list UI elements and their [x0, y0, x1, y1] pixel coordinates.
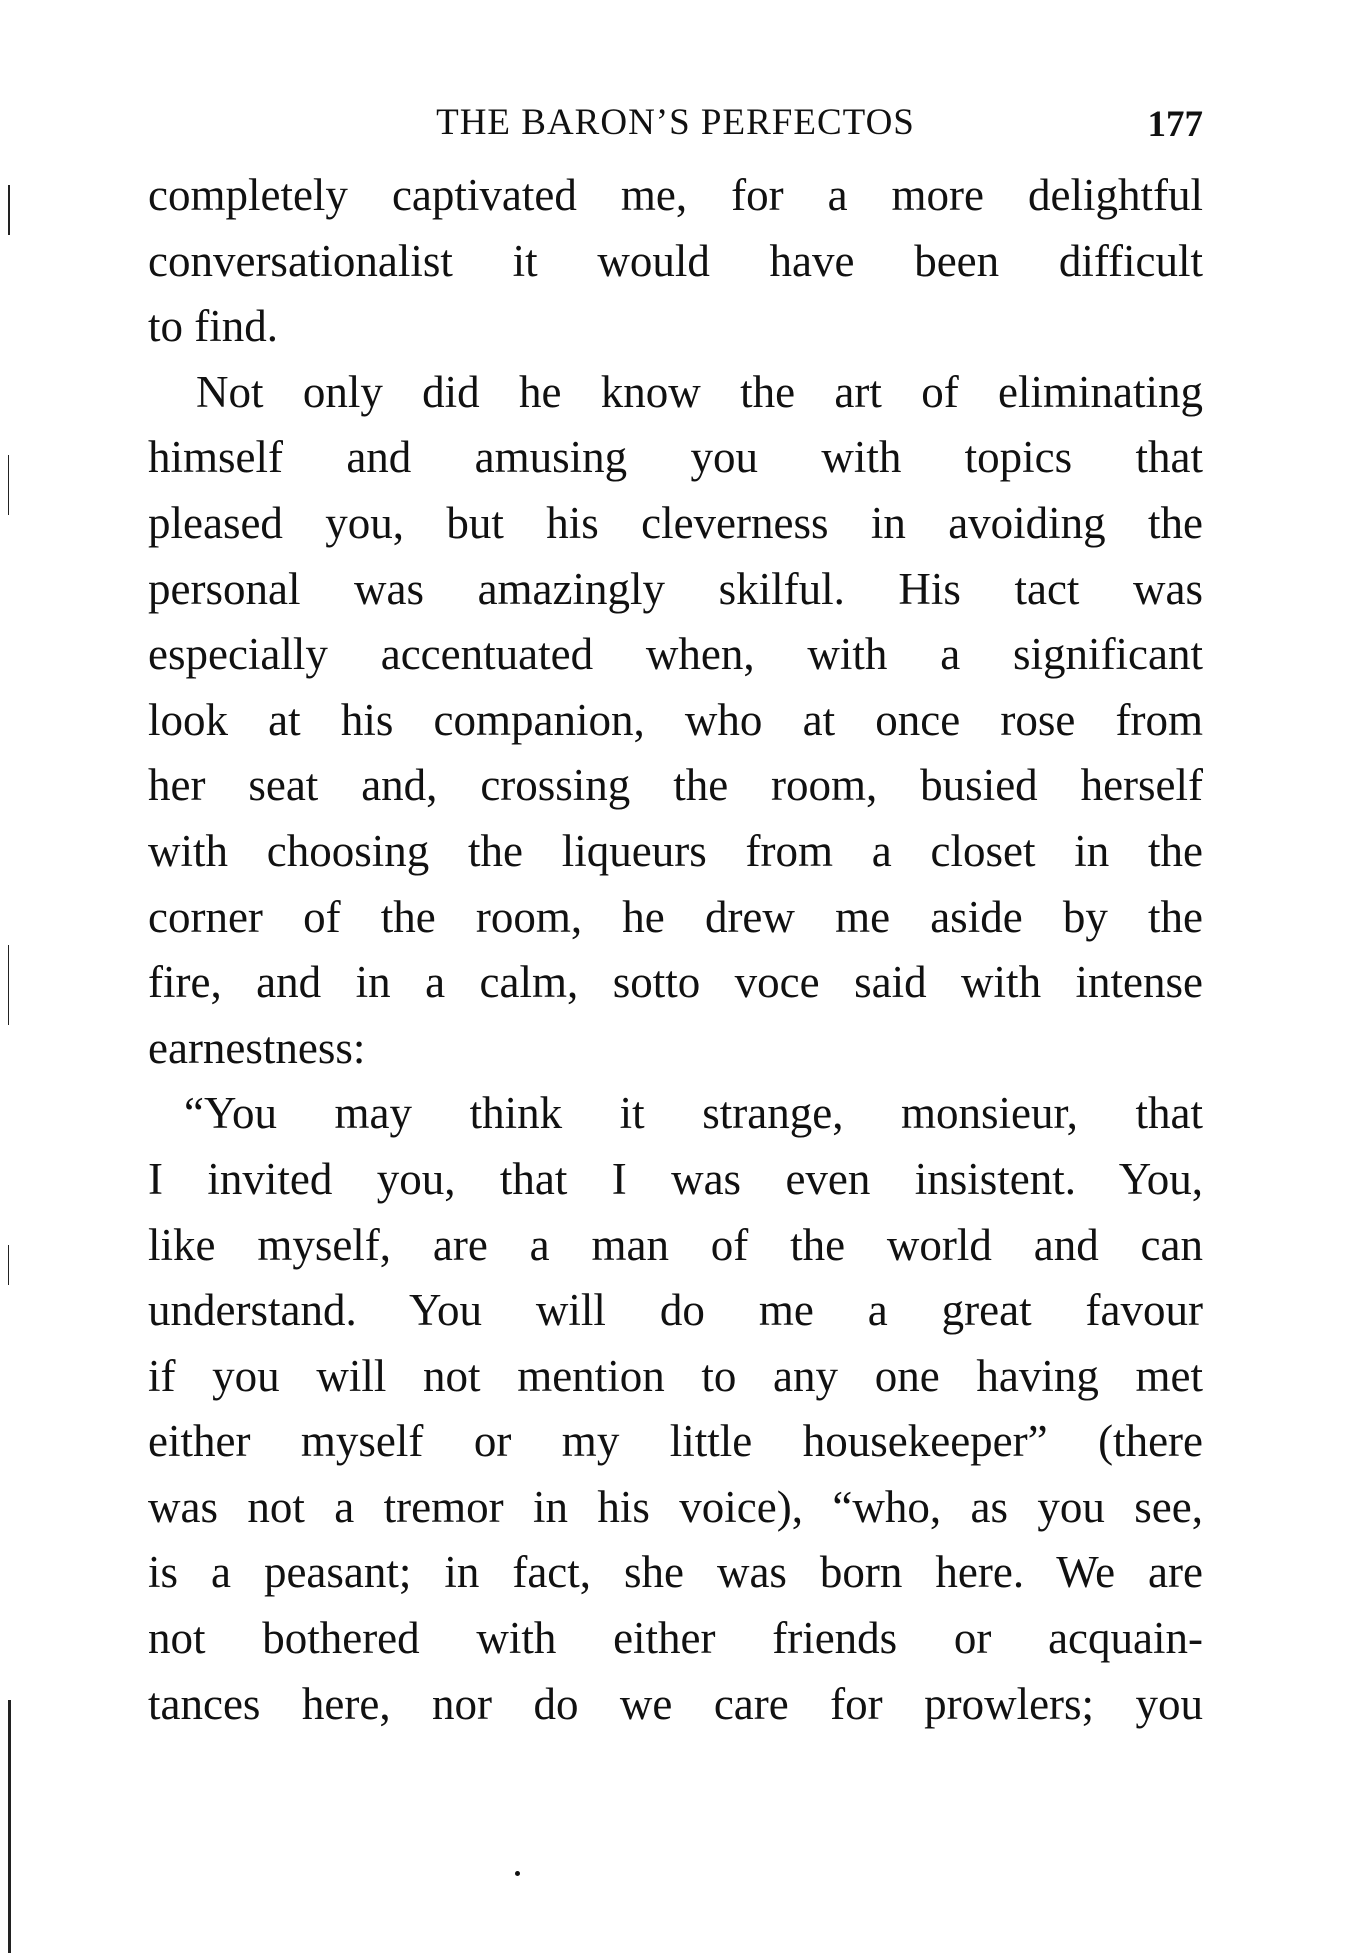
text-line: I invited you, that I was even insistent. You, [148, 1153, 1203, 1204]
text-line: to find. [148, 301, 278, 352]
text-line: himself and amusing you with topics that [148, 432, 1203, 483]
text-line: corner of the room, he drew me aside by the [148, 891, 1203, 942]
text-line: with choosing the liqueurs from a closet in the [148, 825, 1203, 876]
text-line: if you will not mention to any one having met [148, 1350, 1203, 1401]
binding-edge-mark [8, 185, 10, 235]
text-line: understand. You will do me a great favour [148, 1285, 1203, 1336]
text-line: her seat and, crossing the room, busied herself [148, 760, 1203, 811]
text-line: earnestness: [148, 1022, 366, 1073]
text-line: not bothered with either friends or acquain- [148, 1613, 1203, 1664]
page-number: 177 [1147, 104, 1203, 145]
text-line: tances here, nor do we care for prowlers; you [148, 1678, 1203, 1729]
running-head-title: THE BARON’S PERFECTOS [436, 102, 915, 143]
binding-edge-mark [8, 1245, 9, 1285]
text-line: is a peasant; in fact, she was born here. We are [148, 1547, 1203, 1598]
text-line: fire, and in a calm, sotto voce said with intense [148, 957, 1203, 1008]
binding-edge-mark [8, 1700, 11, 1953]
text-line: personal was amazingly skilful. His tact was [148, 563, 1203, 614]
paragraph-2 [148, 360, 1203, 1082]
text-line: was not a tremor in his voice), “who, as you see, [148, 1481, 1203, 1532]
body-text [148, 163, 1203, 1737]
text-line: look at his companion, who at once rose from [148, 694, 1203, 745]
text-line: pleased you, but his cleverness in avoiding the [148, 497, 1203, 548]
text-line: especially accentuated when, with a significant [148, 629, 1203, 680]
text-line: conversationalist it would have been difficult [148, 235, 1203, 286]
text-line: completely captivated me, for a more delightful [148, 170, 1203, 220]
paragraph-3 [148, 1081, 1203, 1737]
binding-edge-mark [8, 455, 9, 515]
running-head [148, 98, 1203, 148]
binding-edge-mark [8, 945, 9, 1025]
ink-speck [515, 1871, 520, 1876]
text-line: either myself or my little housekeeper” (there [148, 1416, 1203, 1467]
text-line: Not only did he know the art of eliminating [196, 366, 1203, 417]
paragraph-1 [148, 163, 1203, 360]
text-line: “You may think it strange, monsieur, that [184, 1088, 1203, 1139]
text-line: like myself, are a man of the world and can [148, 1219, 1203, 1270]
